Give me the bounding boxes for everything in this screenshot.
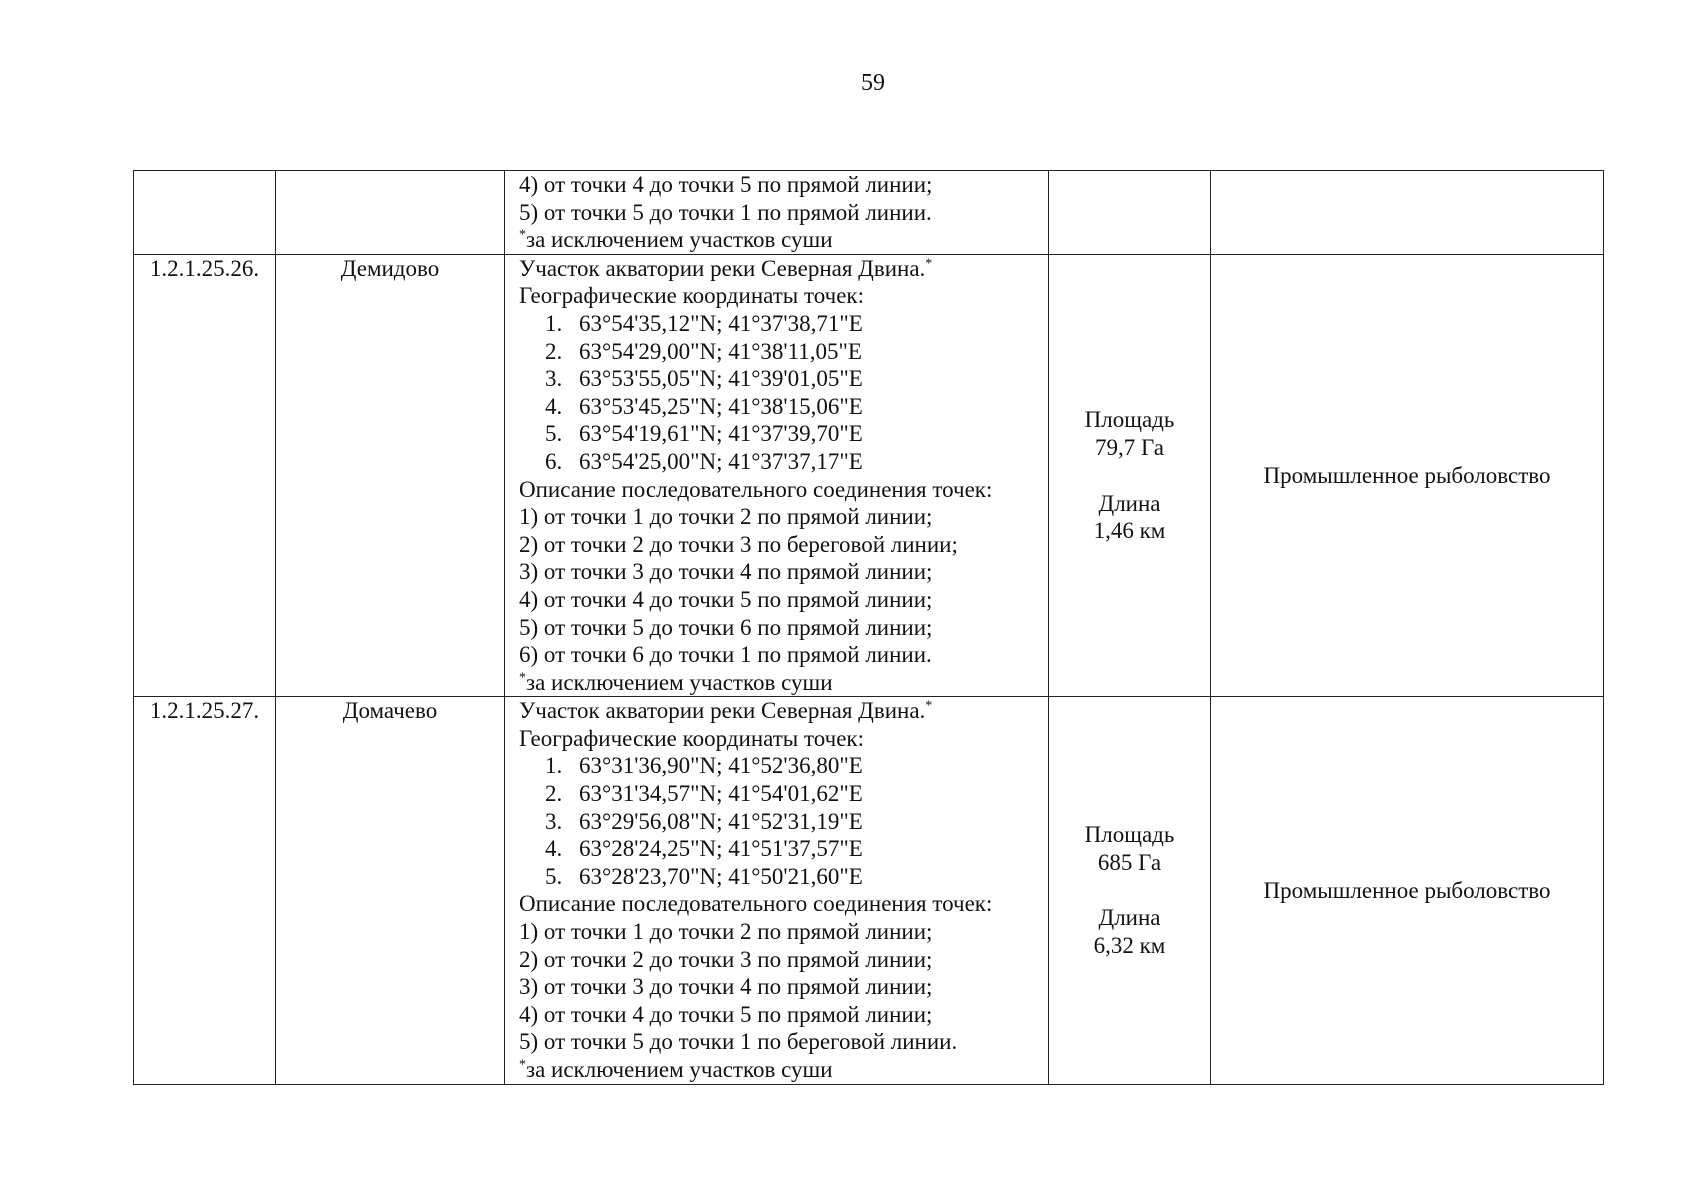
coordinate-index: 1. [545, 753, 563, 779]
connection-item: 6) от точки 6 до точки 1 по прямой линии. [519, 642, 932, 668]
coordinate-value: 63°31'34,57"N; 41°54'01,62"E [579, 781, 863, 807]
zones-table [133, 170, 1604, 1085]
site-description [505, 171, 1049, 255]
connection-item: 3) от точки 3 до точки 4 по прямой линии; [519, 974, 933, 1000]
coordinate-item [519, 808, 1048, 836]
coordinate-value: 63°29'56,08"N; 41°52'31,19"E [579, 808, 863, 834]
site-measures [1049, 171, 1211, 255]
footnote-marker: * [925, 256, 933, 272]
coordinate-value: 63°53'55,05"N; 41°39'01,05"E [579, 366, 863, 392]
site-measures [1049, 254, 1211, 697]
footnote-marker: * [519, 670, 526, 686]
description-intro [519, 697, 1048, 725]
coordinate-index: 2. [545, 781, 563, 807]
description-intro [519, 255, 1048, 283]
connection-item: 5) от точки 5 до точки 1 по береговой линии. [519, 1029, 958, 1055]
length-label: Длина [1098, 905, 1161, 931]
coordinate-item [519, 835, 1048, 863]
connection-item: 4) от точки 4 до точки 5 по прямой линии; [519, 172, 933, 197]
coordinate-item [519, 863, 1048, 891]
coordinate-value: 63°28'23,70"N; 41°50'21,60"E [579, 863, 863, 889]
table-row [134, 171, 1604, 255]
footnote [519, 226, 1048, 254]
table-row [134, 254, 1604, 697]
connections-label: Описание последовательного соединения точек: [519, 891, 993, 917]
coordinate-item [519, 393, 1048, 421]
coordinate-item [519, 448, 1048, 476]
coordinate-value: 63°54'35,12"N; 41°37'38,71"E [579, 310, 863, 336]
footnote-marker: * [519, 227, 526, 243]
coordinate-item [519, 365, 1048, 393]
footnote-text: за исключением участков суши [526, 669, 833, 695]
site-description [505, 697, 1049, 1084]
footnote-marker: * [519, 1057, 526, 1073]
coordinate-value: 63°54'19,61"N; 41°37'39,70"E [579, 421, 863, 447]
page-number: 59 [861, 70, 885, 96]
area-label: Площадь [1084, 822, 1175, 848]
length-value: 1,46 км [1093, 518, 1166, 544]
connection-item: 1) от точки 1 до точки 2 по прямой линии; [519, 919, 933, 945]
coordinate-item [519, 780, 1048, 808]
measure-spacer [1049, 462, 1210, 490]
coordinate-item [519, 420, 1048, 448]
connection-item: 2) от точки 2 до точки 3 по прямой линии; [519, 946, 933, 972]
site-description [505, 254, 1049, 697]
coordinate-value: 63°28'24,25"N; 41°51'37,57"E [579, 836, 863, 862]
site-name [276, 171, 505, 255]
coords-label: Географические координаты точек: [519, 283, 864, 309]
row-number [134, 171, 276, 255]
intro-text: Участок акватории реки Северная Двина. [519, 698, 926, 724]
coordinate-item [519, 310, 1048, 338]
coordinate-index: 3. [545, 808, 563, 834]
site-measures [1049, 697, 1211, 1084]
coordinate-index: 5. [545, 421, 563, 447]
connection-item: 1) от точки 1 до точки 2 по прямой линии; [519, 504, 933, 530]
coordinate-index: 4. [545, 393, 563, 419]
connection-item: 4) от точки 4 до точки 5 по прямой линии; [519, 1001, 933, 1027]
row-number: 1.2.1.25.26. [134, 254, 276, 697]
usage-type: Промышленное рыболовство [1211, 697, 1604, 1084]
connection-item: 5) от точки 5 до точки 1 по прямой линии. [519, 199, 932, 225]
coordinate-item [519, 338, 1048, 366]
coordinate-index: 5. [545, 863, 563, 889]
table-row [134, 697, 1604, 1084]
length-label: Длина [1098, 490, 1161, 516]
coordinate-item [519, 752, 1048, 780]
connection-item: 5) от точки 5 до точки 6 по прямой линии; [519, 614, 933, 640]
coords-label: Географические координаты точек: [519, 725, 864, 751]
site-name: Домачево [276, 697, 505, 1084]
footnote-text: за исключением участков суши [526, 227, 833, 253]
connection-item: 4) от точки 4 до точки 5 по прямой линии; [519, 586, 933, 612]
footnote-marker: * [925, 698, 933, 714]
coordinate-value: 63°54'25,00"N; 41°37'37,17"E [579, 448, 863, 474]
coordinate-value: 63°53'45,25"N; 41°38'15,06"E [579, 393, 863, 419]
measure-spacer [1049, 876, 1210, 904]
area-value: 79,7 Га [1095, 434, 1164, 460]
row-number: 1.2.1.25.27. [134, 697, 276, 1084]
intro-text: Участок акватории реки Северная Двина. [519, 255, 926, 281]
coordinate-value: 63°54'29,00"N; 41°38'11,05"E [579, 338, 862, 364]
footnote [519, 1056, 1048, 1084]
coordinate-index: 6. [545, 448, 563, 474]
footnote-text: за исключением участков суши [526, 1057, 833, 1082]
coordinate-index: 3. [545, 366, 563, 392]
coordinate-value: 63°31'36,90"N; 41°52'36,80"E [579, 753, 863, 779]
connections-label: Описание последовательного соединения точек: [519, 476, 993, 502]
usage-type: Промышленное рыболовство [1211, 254, 1604, 697]
coordinate-index: 2. [545, 338, 563, 364]
connection-item: 3) от точки 3 до точки 4 по прямой линии; [519, 559, 933, 585]
footnote [519, 669, 1048, 697]
area-value: 685 Га [1097, 849, 1162, 875]
site-name: Демидово [276, 254, 505, 697]
length-value: 6,32 км [1093, 933, 1166, 959]
coordinate-index: 4. [545, 836, 563, 862]
connection-item: 2) от точки 2 до точки 3 по береговой линии; [519, 531, 958, 557]
area-label: Площадь [1084, 407, 1175, 433]
usage-type [1211, 171, 1604, 255]
coordinate-index: 1. [545, 310, 563, 336]
